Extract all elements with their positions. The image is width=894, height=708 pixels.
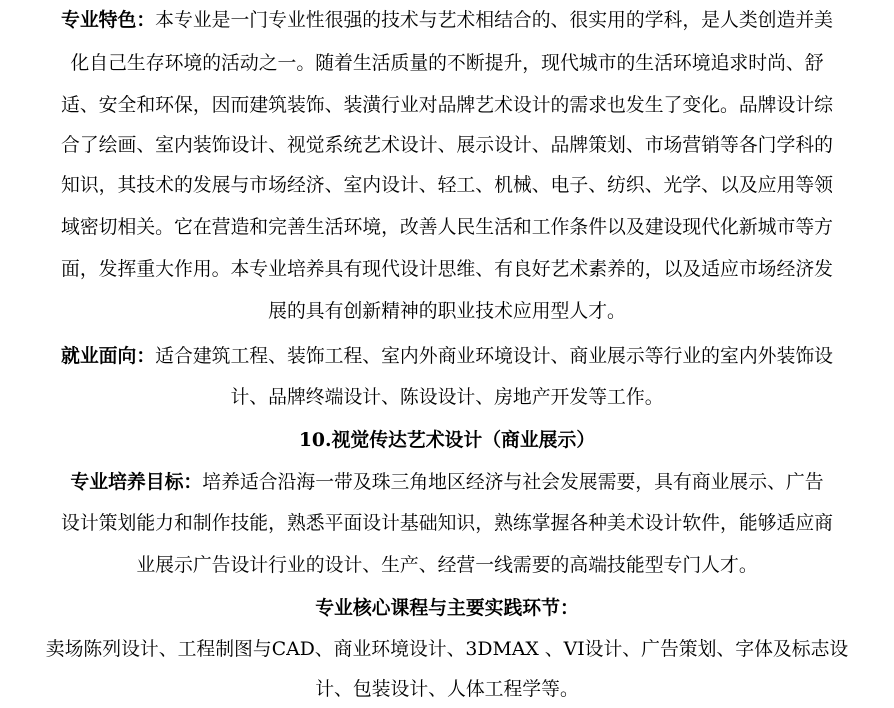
feature-line-3: 适、安全和环保，因而建筑装饰、装潢行业对品牌艺术设计的需求也发生了变化。品牌设计综 — [61, 95, 833, 116]
feature-heading: 专业特色： — [61, 9, 156, 31]
feature-line-1 — [0, 2, 894, 38]
employment-heading: 就业面向： — [61, 345, 156, 367]
section-title: 10.视觉传达艺术设计（商业展示） — [298, 429, 596, 451]
feature-line-6: 域密切相关。它在营造和完善生活环境，改善人民生活和工作条件以及建设现代化新城市等方 — [61, 217, 833, 238]
courses-heading: 专业核心课程与主要实践环节： — [315, 597, 579, 619]
feature-line-4: 合了绘画、室内装饰设计、视觉系统艺术设计、展示设计、品牌策划、市场营销等各门学科的 — [61, 135, 833, 156]
goal-text-1: 培养适合沿海一带及珠三角地区经济与社会发展需要，具有商业展示、广告 — [202, 472, 824, 493]
goal-line-3: 业展示广告设计行业的设计、生产、经营一线需要的高端技能型专门人才。 — [136, 555, 758, 576]
goal-line-1 — [0, 464, 894, 500]
goal-line-2: 设计策划能力和制作技能，熟悉平面设计基础知识，熟练掌握各种美术设计软件，能够适应商 — [61, 513, 833, 534]
feature-line-5: 知识，其技术的发展与市场经济、室内设计、轻工、机械、电子、纺织、光学、以及应用等领 — [61, 175, 833, 196]
courses-line-1: 卖场陈列设计、工程制图与CAD、商业环境设计、3DMAX 、VI设计、广告策划、字体及标志设 — [45, 639, 849, 660]
feature-text-1: 本专业是一门专业性很强的技术与艺术相结合的、很实用的学科，是人类创造并美 — [155, 10, 833, 31]
feature-line-8: 展的具有创新精神的职业技术应用型人才。 — [268, 301, 626, 322]
courses-line-2: 计、包装设计、人体工程学等。 — [315, 679, 579, 700]
feature-line-2: 化自己生存环境的活动之一。随着生活质量的不断提升，现代城市的生活环境追求时尚、舒 — [70, 53, 824, 74]
employment-text-1: 适合建筑工程、装饰工程、室内外商业环境设计、商业展示等行业的室内外装饰设 — [155, 346, 833, 367]
goal-heading: 专业培养目标： — [70, 471, 203, 493]
employment-line-2: 计、品牌终端设计、陈设设计、房地产开发等工作。 — [230, 387, 664, 408]
employment-line-1 — [0, 338, 894, 374]
feature-line-7: 面，发挥重大作用。本专业培养具有现代设计思维、有良好艺术素养的，以及适应市场经济发 — [61, 259, 833, 280]
